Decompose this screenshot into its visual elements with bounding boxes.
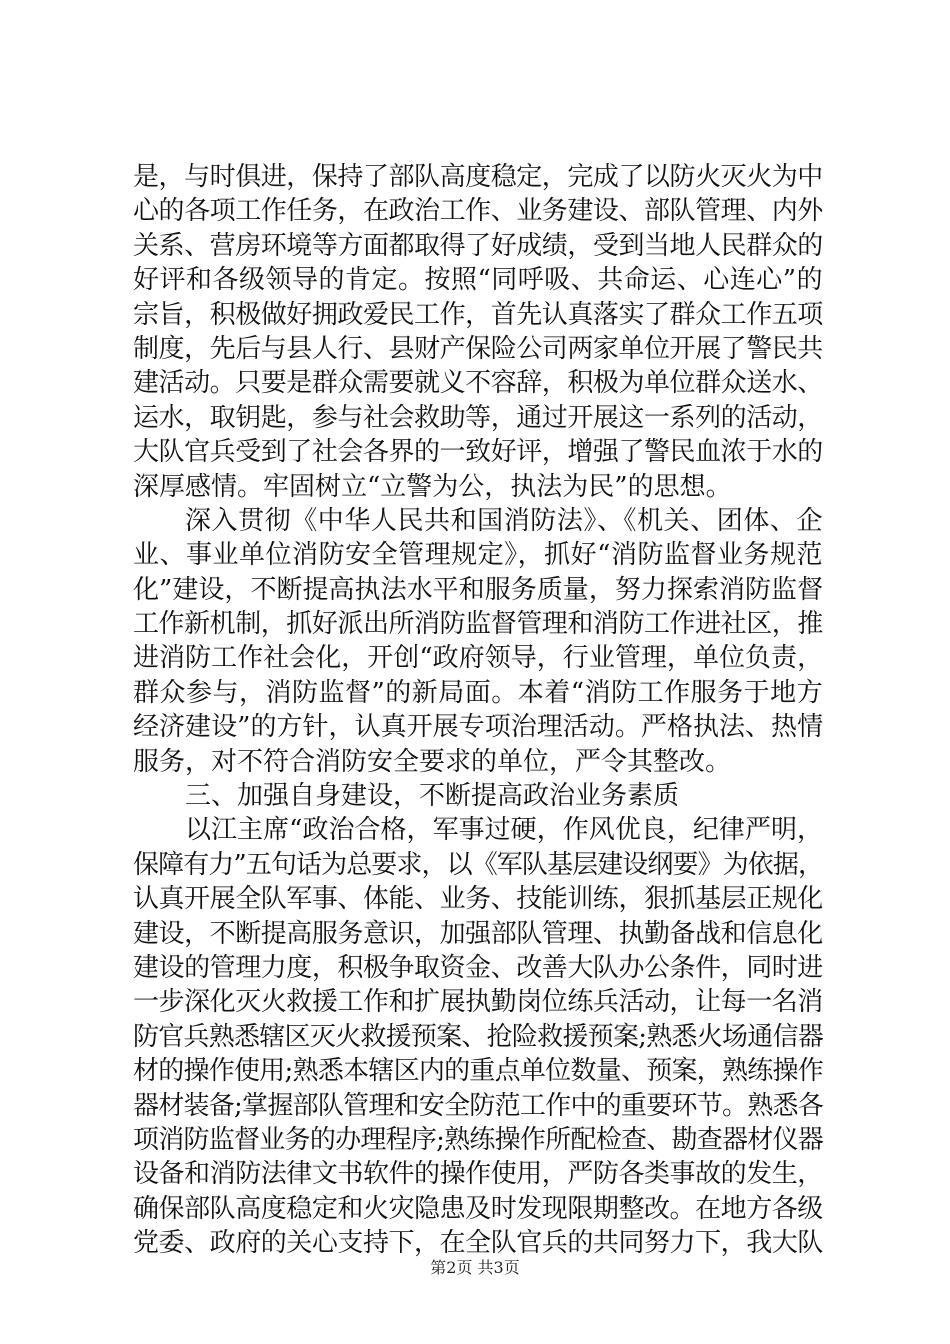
text-line: 宗旨，积极做好拥政爱民工作，首先认真落实了群众工作五项 (133, 299, 823, 330)
text-line: 经济建设”的方针，认真开展专项治理活动。严格执法、热情 (133, 712, 824, 743)
text-line: 建设的管理力度，积极争取资金、改善大队办公条件，同时进 (133, 952, 823, 983)
text-line: 工作新机制，抓好派出所消防监督管理和消防工作进社区，推 (133, 609, 823, 640)
text-line: 业、事业单位消防安全管理规定》，抓好“消防监督业务规范 (133, 540, 824, 571)
text-line: 制度，先后与县人行、县财产保险公司两家单位开展了警民共 (133, 333, 823, 364)
text-line: 深入贯彻《中华人民共和国消防法》、《机关、团体、企 (185, 505, 824, 536)
text-line: 深厚感情。牢固树立“立警为公，执法为民”的思想。 (133, 471, 732, 502)
text-line: 进消防工作社会化，开创“政府领导，行业管理，单位负责， (133, 643, 824, 674)
text-line: 设备和消防法律文书软件的操作使用，严防各类事故的发生， (133, 1159, 823, 1190)
text-line: 一步深化灭火救援工作和扩展执勤岗位练兵活动，让每一名消 (133, 987, 823, 1018)
text-line: 化”建设，不断提高执法水平和服务质量，努力探索消防监督 (133, 574, 824, 605)
text-line: 项消防监督业务的办理程序;熟练操作所配检查、勘查器材仪器 (133, 1124, 824, 1155)
text-line: 大队官兵受到了社会各界的一致好评，增强了警民血浓于水的 (133, 437, 823, 468)
text-line: 心的各项工作任务，在政治工作、业务建设、部队管理、内外 (133, 196, 823, 227)
text-line: 群众参与，消防监督”的新局面。本着“消防工作服务于地方 (133, 677, 824, 708)
page-footer: 第2页 共3页 (430, 1258, 520, 1277)
text-line: 三、加强自身建设，不断提高政治业务素质 (185, 781, 680, 812)
text-line: 认真开展全队军事、体能、业务、技能训练，狠抓基层正规化 (133, 884, 823, 915)
text-line: 运水，取钥匙，参与社会救助等，通过开展这一系列的活动， (133, 402, 823, 433)
text-line: 好评和各级领导的肯定。按照“同呼吸、共命运、心连心”的 (133, 265, 824, 296)
text-line: 关系、营房环境等方面都取得了好成绩，受到当地人民群众的 (133, 230, 823, 261)
text-line: 器材装备;掌握部队管理和安全防范工作中的重要环节。熟悉各 (133, 1090, 824, 1121)
text-line: 确保部队高度稳定和火灾隐患及时发现限期整改。在地方各级 (133, 1193, 823, 1224)
text-line: 建活动。只要是群众需要就义不容辞，积极为单位群众送水、 (133, 368, 823, 399)
text-line: 材的操作使用;熟悉本辖区内的重点单位数量、预案，熟练操作 (133, 1056, 824, 1087)
text-line: 党委、政府的关心支持下，在全队官兵的共同努力下，我大队 (133, 1228, 823, 1259)
text-line: 服务，对不符合消防安全要求的单位，严令其整改。 (133, 746, 732, 777)
text-line: 保障有力”五句话为总要求，以《军队基层建设纲要》为依据， (133, 849, 824, 880)
text-line: 防官兵熟悉辖区灭火救援预案、抢险救援预案;熟悉火场通信器 (133, 1021, 824, 1052)
text-line: 以江主席“政治合格，军事过硬，作风优良，纪律严明， (185, 815, 824, 846)
text-line: 建设，不断提高服务意识，加强部队管理、执勤备战和信息化 (133, 918, 823, 949)
document-body (133, 160, 823, 1261)
text-line: 是，与时俱进，保持了部队高度稳定，完成了以防火灭火为中 (133, 162, 823, 192)
